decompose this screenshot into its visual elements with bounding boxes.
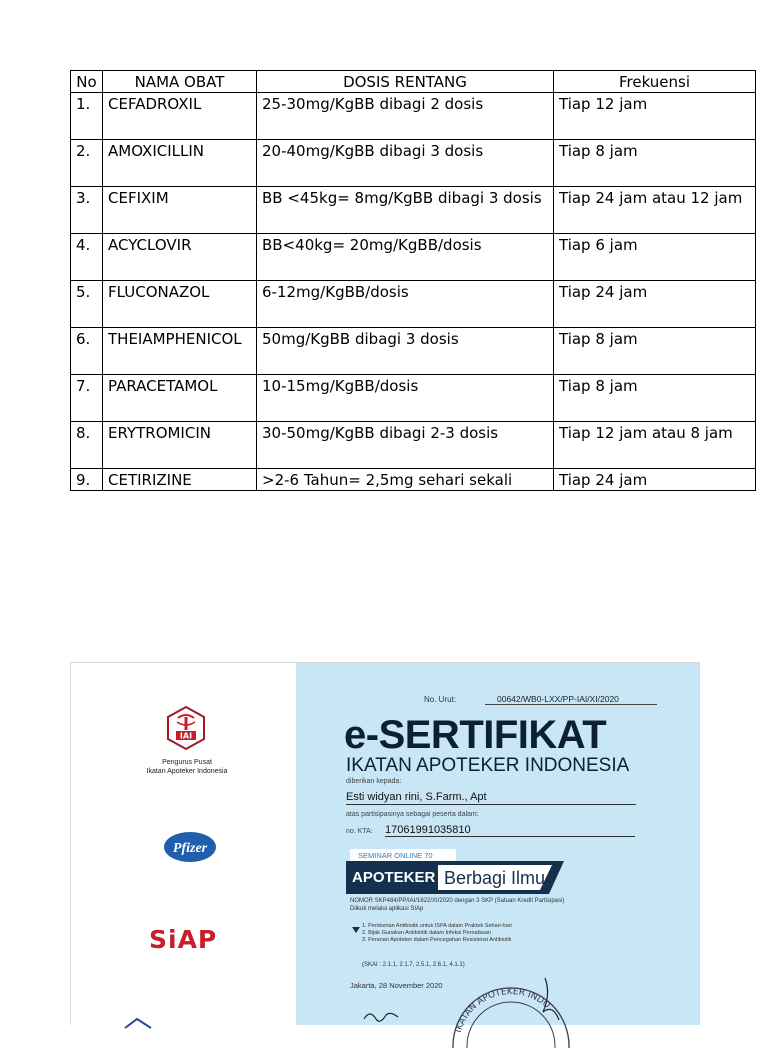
serial-number: 00642/WB0-LXX/PP-IAI/XI/2020 [485,694,657,705]
table-row [71,375,756,422]
org-name-line1: Pengurus Pusat [162,759,212,766]
header-no: No [71,71,103,93]
skp-number-text [350,897,620,913]
drug-name: ERYTROMICIN [103,422,257,469]
kta-number: 17061991035810 [385,824,635,837]
sponsor-column [71,663,296,1025]
banner-bold-text: APOTEKER [352,869,436,886]
header-drug-name: NAMA OBAT [103,71,257,93]
table-row [71,93,756,140]
banner-light-text: Berbagi Ilmu [444,868,546,888]
drug-name: CEFIXIM [103,187,257,234]
dose-range: BB <45kg= 8mg/KgBB dibagi 3 dosis [257,187,554,234]
drug-name: AMOXICILLIN [103,140,257,187]
triangle-bullet-icon [352,920,360,938]
iai-logo [165,705,207,756]
row-number: 9. [71,469,103,491]
frequency: Tiap 8 jam [554,328,756,375]
stamp-seal [441,968,581,1053]
certificate-body [296,663,699,1034]
frequency: Tiap 12 jam atau 8 jam [554,422,756,469]
row-number: 6. [71,328,103,375]
dose-range: 6-12mg/KgBB/dosis [257,281,554,328]
dose-range: 25-30mg/KgBB dibagi 2 dosis [257,93,554,140]
skp-line-1: NOMOR SKP484/PP/IAI/1822/XI/2020 dengan 3 SKP (Satuan Kredit Partisipasi) [350,898,565,904]
table-row [71,187,756,234]
table-row [71,328,756,375]
drug-name: FLUCONAZOL [103,281,257,328]
drug-dosage-table [70,70,756,491]
frequency: Tiap 24 jam [554,281,756,328]
dose-range: 20-40mg/KgBB dibagi 3 dosis [257,140,554,187]
table-row [71,140,756,187]
row-number: 2. [71,140,103,187]
skai-codes: (SKAI : 2.1.1, 2.1.7, 2.5.1, 2.6.1, 4.1.1) [362,962,465,968]
row-number: 1. [71,93,103,140]
table-row [71,422,756,469]
list-item: 2. Bijak Gunakan Antibiotik dalam Infeksi Pernafasan [362,930,492,936]
serial-label: No. Urut: [424,695,457,704]
signature [362,1009,402,1030]
frequency: Tiap 8 jam [554,375,756,422]
event-banner [346,861,564,894]
kta-label: no. KTA: [346,828,373,835]
dose-range: 30-50mg/KgBB dibagi 2-3 dosis [257,422,554,469]
row-number: 4. [71,234,103,281]
table-row [71,234,756,281]
sponsor-logo-partial [123,1015,153,1033]
topic-list [362,923,512,944]
svg-text:IAI: IAI [179,731,193,741]
drug-name: CETIRIZINE [103,469,257,491]
certificate-title: e-SERTIFIKAT [344,713,607,757]
list-item: 3. Peranan Apoteker dalam Pencegahan Resistensi Antibiotik [362,937,512,943]
drug-name: THEIAMPHENICOL [103,328,257,375]
frequency: Tiap 6 jam [554,234,756,281]
dose-range: 10-15mg/KgBB/dosis [257,375,554,422]
participation-label: atas partisipasinya sebagai peserta dalam: [346,811,479,818]
table-header-row [71,71,756,93]
drug-name: ACYCLOVIR [103,234,257,281]
table-row [71,469,756,491]
svg-text:Pfizer: Pfizer [172,841,208,856]
awarded-to-label: diberikan kepada: [346,778,402,785]
skp-line-2: Diikuti melalui aplikasi SIAp [350,906,424,912]
drug-name: PARACETAMOL [103,375,257,422]
row-number: 8. [71,422,103,469]
e-certificate [70,662,700,1034]
row-number: 7. [71,375,103,422]
org-name-line2: Ikatan Apoteker Indonesia [146,768,228,775]
list-item: 1. Pemberian Antibiotik untuk ISPA dalam Praktek Sehari-hari [362,923,512,929]
frequency: Tiap 12 jam [554,93,756,140]
certificate-subtitle: IKATAN APOTEKER INDONESIA [346,755,630,776]
header-dose-range: DOSIS RENTANG [257,71,554,93]
row-number: 5. [71,281,103,328]
pfizer-logo [163,831,217,868]
seminar-tag: SEMINAR ONLINE 70 [350,849,456,862]
frequency: Tiap 8 jam [554,140,756,187]
dose-range: >2-6 Tahun= 2,5mg sehari sekali [257,469,554,491]
siap-logo: SiAP [149,925,218,954]
drug-name: CEFADROXIL [103,93,257,140]
frequency: Tiap 24 jam [554,469,756,491]
row-number: 3. [71,187,103,234]
frequency: Tiap 24 jam atau 12 jam [554,187,756,234]
svg-text:IKATAN APOTEKER INDO: IKATAN APOTEKER INDO [453,986,552,1034]
header-frequency: Frekuensi [554,71,756,93]
recipient-name: Esti widyan rini, S.Farm., Apt [346,791,636,805]
table-row [71,281,756,328]
dose-range: 50mg/KgBB dibagi 3 dosis [257,328,554,375]
place-date: Jakarta, 28 November 2020 [350,981,443,990]
dose-range: BB<40kg= 20mg/KgBB/dosis [257,234,554,281]
